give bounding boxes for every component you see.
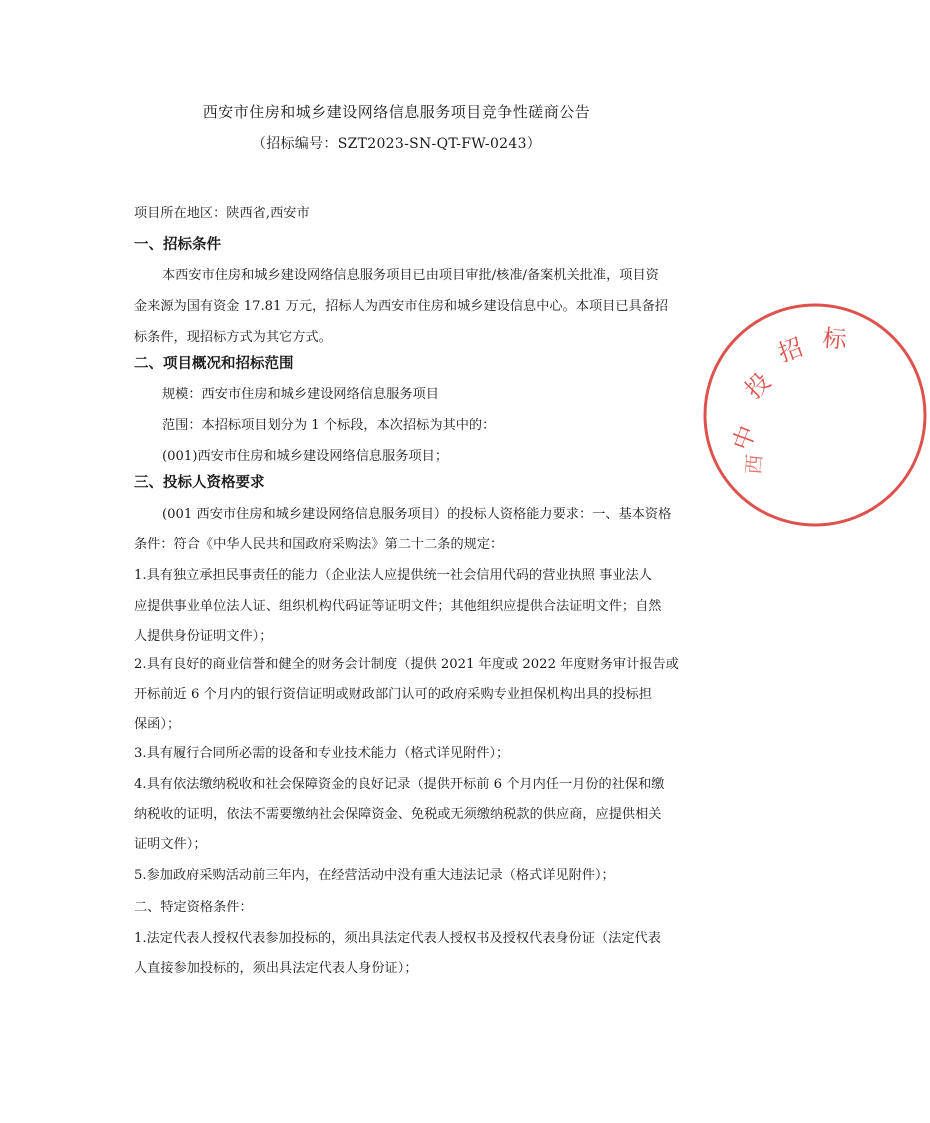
requirement-line: 证明文件）； bbox=[134, 837, 207, 852]
requirement-line: 2.具有良好的商业信誉和健全的财务会计制度（提供 2021 年度或 2022 年度财务审计报告或 bbox=[134, 657, 679, 672]
section-heading-bidding-conditions: 一、招标条件 bbox=[134, 237, 221, 253]
requirement-line: 1.法定代表人授权代表参加投标的，须出具法定代表人授权书及授权代表身份证（法定代表 bbox=[134, 931, 661, 946]
section-heading-bidder-qualifications: 三、投标人资格要求 bbox=[134, 475, 265, 491]
requirement-line: 5.参加政府采购活动前三年内，在经营活动中没有重大违法记录（格式详见附件）； bbox=[134, 868, 615, 883]
paragraph-line: 本西安市住房和城乡建设网络信息服务项目已由项目审批/核准/备案机关批准，项目资 bbox=[162, 268, 659, 283]
project-scale: 规模：西安市住房和城乡建设网络信息服务项目 bbox=[162, 387, 439, 402]
project-region: 项目所在地区：陕西省,西安市 bbox=[134, 206, 310, 221]
requirement-line: 4.具有依法缴纳税收和社会保障资金的良好记录（提供开标前 6 个月内任一月份的社保和缴 bbox=[134, 777, 665, 792]
requirement-line: 1.具有独立承担民事责任的能力（企业法人应提供统一社会信用代码的营业执照 事业法人 bbox=[134, 568, 652, 583]
requirement-line: 人直接参加投标的，须出具法定代表人身份证）； bbox=[134, 961, 418, 976]
paragraph-line: 条件：符合《中华人民共和国政府采购法》第二十二条的规定： bbox=[134, 537, 504, 552]
requirement-line: 3.具有履行合同所必需的设备和专业技术能力（格式详见附件）； bbox=[134, 746, 510, 761]
paragraph-line: 标条件，现招标方式为其它方式。 bbox=[134, 330, 332, 345]
requirement-line: 保函）； bbox=[134, 717, 181, 732]
requirement-line: 人提供身份证明文件）； bbox=[134, 629, 273, 644]
section-heading-project-overview: 二、项目概况和招标范围 bbox=[134, 356, 294, 372]
seal-char: 招 bbox=[774, 333, 807, 368]
requirement-line: 开标前近 6 个月内的银行资信证明或财政部门认可的政府采购专业担保机构出具的投标担 bbox=[134, 687, 652, 702]
special-qualifications-heading: 二、特定资格条件： bbox=[134, 900, 253, 915]
seal-char: 西 bbox=[741, 453, 767, 476]
requirement-line: 应提供事业单位法人证、组织机构代码证等证明文件；其他组织应提供合法证明文件；自然 bbox=[134, 599, 662, 614]
seal-char: 投 bbox=[739, 367, 777, 405]
tender-number: （招标编号：SZT2023-SN-QT-FW-0243） bbox=[251, 136, 542, 152]
project-scope: 范围：本招标项目划分为 1 个标段，本次招标为其中的： bbox=[162, 418, 496, 433]
seal-char: 标 bbox=[821, 324, 848, 355]
requirement-line: 纳税收的证明，依法不需要缴纳社会保障资金、免税或无须缴纳税款的供应商，应提供相关 bbox=[134, 807, 662, 822]
document-title: 西安市住房和城乡建设网络信息服务项目竞争性磋商公告 bbox=[202, 103, 591, 121]
project-lot: (001)西安市住房和城乡建设网络信息服务项目； bbox=[162, 449, 449, 464]
seal-char: 中 bbox=[727, 421, 762, 455]
seal-ring bbox=[705, 305, 925, 525]
official-seal-stamp bbox=[700, 300, 930, 530]
paragraph-line: 金来源为国有资金 17.81 万元，招标人为西安市住房和城乡建设信息中心。本项目已具备招 bbox=[134, 299, 669, 314]
paragraph-line: (001 西安市住房和城乡建设网络信息服务项目）的投标人资格能力要求：一、基本资格 bbox=[162, 507, 672, 522]
